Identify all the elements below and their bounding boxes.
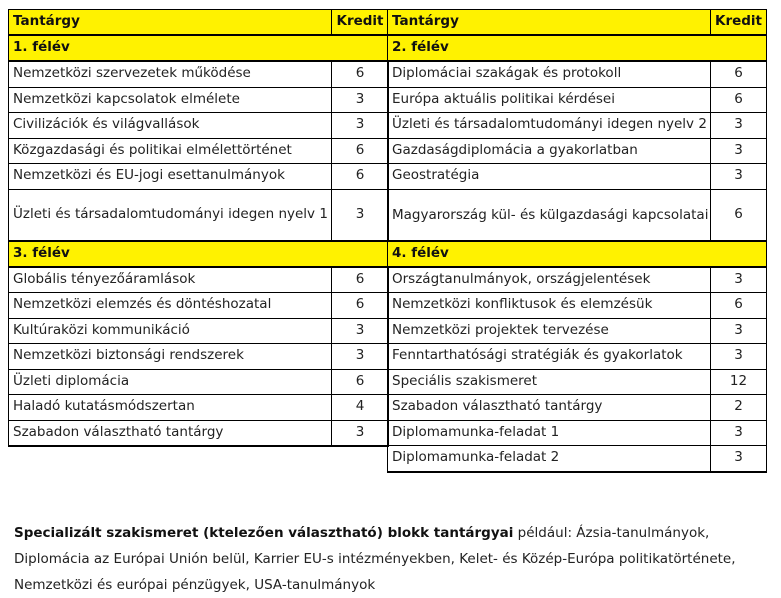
table-row: [388, 267, 767, 293]
course-name: Nemzetközi és EU-jogi esettanulmányok: [9, 164, 332, 190]
course-name: Haladó kutatásmódszertan: [9, 395, 332, 421]
course-credit: 6: [332, 61, 389, 87]
course-credit: 4: [332, 395, 389, 421]
table-row: [388, 138, 767, 164]
course-name: Nemzetközi konfliktusok és elemzésük: [388, 293, 711, 319]
semester-header-row: [388, 241, 767, 267]
course-name: Szabadon választható tantárgy: [388, 395, 711, 421]
table-header-row: [388, 10, 767, 36]
course-name: Európa aktuális politikai kérdései: [388, 87, 711, 113]
course-name: Nemzetközi elemzés és döntéshozatal: [9, 293, 332, 319]
table-row: [388, 61, 767, 87]
subject-column-header: Tantárgy: [9, 10, 332, 36]
course-credit: 3: [332, 318, 389, 344]
semester-header-row: [9, 241, 389, 267]
table-row: [388, 293, 767, 319]
course-name: Üzleti és társadalomtudományi idegen nyelv 1: [9, 189, 332, 241]
table-row: [388, 164, 767, 190]
table-row: [9, 293, 389, 319]
table-row: [9, 318, 389, 344]
course-credit: 3: [711, 113, 767, 139]
course-name: Üzleti diplomácia: [9, 369, 332, 395]
table-row: [9, 344, 389, 370]
course-name: Kultúraközi kommunikáció: [9, 318, 332, 344]
table-row: [9, 61, 389, 87]
course-credit: 6: [711, 293, 767, 319]
table-row: [388, 369, 767, 395]
course-name: Globális tényezőáramlások: [9, 267, 332, 293]
course-name: Szabadon választható tantárgy: [9, 420, 332, 446]
semester-label: 2. félév: [388, 35, 767, 61]
table-row: [388, 420, 767, 446]
semester-header-row: [9, 35, 389, 61]
table-row: [388, 189, 767, 241]
course-credit: 6: [332, 138, 389, 164]
semester-label: 3. félév: [9, 241, 389, 267]
course-name: Magyarország kül- és külgazdasági kapcsolatai: [388, 189, 711, 241]
course-credit: 3: [711, 267, 767, 293]
course-name: Közgazdasági és politikai elmélettörténet: [9, 138, 332, 164]
semester-label: 4. félév: [388, 241, 767, 267]
course-credit: 3: [711, 164, 767, 190]
course-credit: 3: [711, 138, 767, 164]
course-credit: 2: [711, 395, 767, 421]
credit-column-header: Kredit: [711, 10, 767, 36]
table-header-row: [9, 10, 389, 36]
table-row: [9, 113, 389, 139]
course-name: Nemzetközi projektek tervezése: [388, 318, 711, 344]
course-credit: 6: [711, 61, 767, 87]
course-credit: 6: [332, 293, 389, 319]
semester-label: 1. félév: [9, 35, 389, 61]
table-row: [9, 267, 389, 293]
course-credit: 6: [711, 189, 767, 241]
table-row: [9, 369, 389, 395]
course-name: Országtanulmányok, országjelentések: [388, 267, 711, 293]
course-name: Speciális szakismeret: [388, 369, 711, 395]
course-name: Fenntarthatósági stratégiák és gyakorlatok: [388, 344, 711, 370]
course-credit: 6: [332, 369, 389, 395]
table-row: [388, 446, 767, 472]
specialization-note: [14, 520, 774, 598]
course-credit: 3: [711, 446, 767, 472]
table-row: [9, 420, 389, 446]
course-name: Geostratégia: [388, 164, 711, 190]
table-row: [388, 113, 767, 139]
course-name: Diplomáciai szakágak és protokoll: [388, 61, 711, 87]
course-name: Nemzetközi kapcsolatok elmélete: [9, 87, 332, 113]
credit-column-header: Kredit: [332, 10, 389, 36]
course-credit: 3: [711, 344, 767, 370]
table-row: [9, 87, 389, 113]
table-row: [388, 87, 767, 113]
course-credit: 3: [332, 113, 389, 139]
curriculum-table-right: [387, 9, 767, 473]
table-row: [388, 318, 767, 344]
semester-header-row: [388, 35, 767, 61]
curriculum-table-left: [8, 9, 389, 447]
course-name: Diplomamunka-feladat 2: [388, 446, 711, 472]
table-row: [388, 395, 767, 421]
table-row: [9, 164, 389, 190]
table-row: [9, 395, 389, 421]
course-credit: 6: [711, 87, 767, 113]
course-name: Diplomamunka-feladat 1: [388, 420, 711, 446]
course-credit: 3: [332, 344, 389, 370]
course-credit: 3: [332, 189, 389, 241]
course-credit: 6: [332, 267, 389, 293]
table-row: [9, 189, 389, 241]
course-name: Civilizációk és világvallások: [9, 113, 332, 139]
course-name: Üzleti és társadalomtudományi idegen nyelv 2: [388, 113, 711, 139]
course-credit: 3: [332, 420, 389, 446]
course-credit: 3: [711, 420, 767, 446]
table-row: [388, 344, 767, 370]
course-credit: 12: [711, 369, 767, 395]
course-credit: 3: [711, 318, 767, 344]
specialization-note-title: Specializált szakismeret (ktelezően választható) blokk tantárgyai: [14, 524, 514, 541]
course-name: Nemzetközi biztonsági rendszerek: [9, 344, 332, 370]
specialization-note-text: például: Ázsia-tanulmányok, Diplomácia az Európai Unión belül, Karrier EU-s intézményekben, Kelet- és Közép-Európa politikatörténete, Nemzetközi és európai pénzügyek, USA-tanulmányok: [14, 524, 736, 593]
table-row: [9, 138, 389, 164]
course-name: Gazdaságdiplomácia a gyakorlatban: [388, 138, 711, 164]
course-credit: 6: [332, 164, 389, 190]
subject-column-header: Tantárgy: [388, 10, 711, 36]
course-credit: 3: [332, 87, 389, 113]
course-name: Nemzetközi szervezetek működése: [9, 61, 332, 87]
